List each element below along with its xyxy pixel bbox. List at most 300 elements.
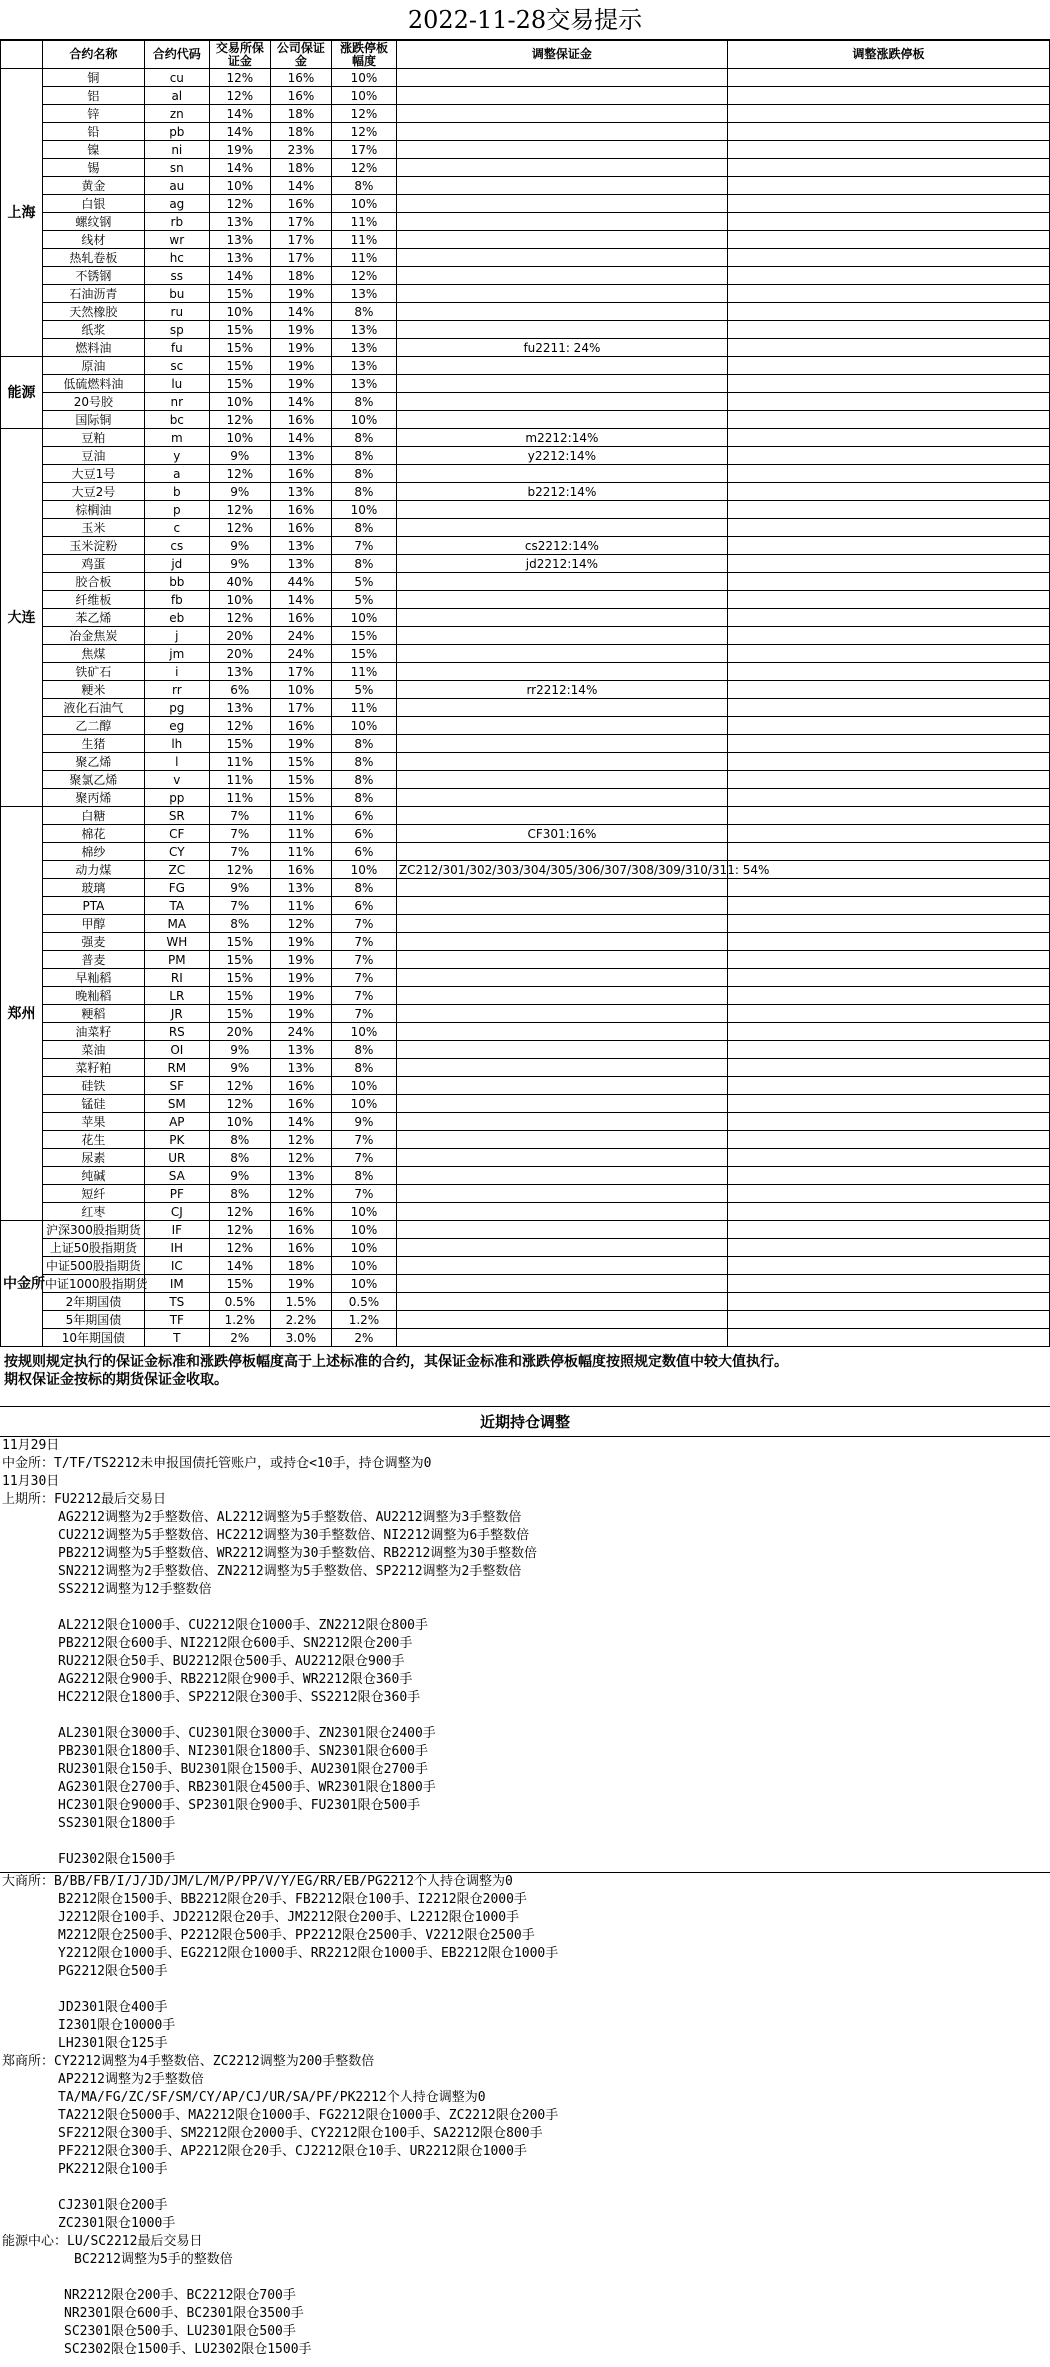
- adjusted-margin: [396, 753, 727, 771]
- contract-name: 燃料油: [43, 339, 145, 357]
- contract-code: TA: [144, 897, 209, 915]
- table-row: [1, 267, 1050, 285]
- adjusted-margin: [396, 105, 727, 123]
- contract-code: l: [144, 753, 209, 771]
- company-margin: 19%: [270, 321, 331, 339]
- header-exchange-margin: 交易所保证金: [209, 41, 270, 69]
- adjust-line: PB2212调整为5手整数倍、WR2212调整为30手整数倍、RB2212调整为30手整数倍: [58, 1546, 538, 1561]
- contract-name: 天然橡胶: [43, 303, 145, 321]
- exchange-margin: 10%: [209, 393, 270, 411]
- contract-name: 粳稻: [43, 1005, 145, 1023]
- company-margin: 18%: [270, 1257, 331, 1275]
- price-limit: 6%: [331, 807, 396, 825]
- price-limit: 8%: [331, 879, 396, 897]
- table-row: [1, 663, 1050, 681]
- contract-code: nr: [144, 393, 209, 411]
- table-row: [1, 213, 1050, 231]
- exchange-margin: 9%: [209, 1059, 270, 1077]
- price-limit: 17%: [331, 141, 396, 159]
- adjusted-limit: [727, 627, 1049, 645]
- exchange-margin: 15%: [209, 969, 270, 987]
- adjusted-limit: [727, 1113, 1049, 1131]
- adjusted-limit: [727, 1203, 1049, 1221]
- company-margin: 16%: [270, 501, 331, 519]
- adjusted-margin: [396, 663, 727, 681]
- company-margin: 16%: [270, 717, 331, 735]
- table-row: [1, 591, 1050, 609]
- exchange-margin: 7%: [209, 897, 270, 915]
- company-margin: 14%: [270, 1113, 331, 1131]
- adjust-line: SC2302限仓1500手、LU2302限仓1500手: [64, 2342, 312, 2357]
- price-limit: 7%: [331, 915, 396, 933]
- table-row: [1, 1293, 1050, 1311]
- header-limit: 涨跌停板幅度: [331, 41, 396, 69]
- exchange-margin: 12%: [209, 501, 270, 519]
- price-limit: 5%: [331, 591, 396, 609]
- table-row: [1, 123, 1050, 141]
- adjusted-margin: [396, 1221, 727, 1239]
- table-row: [1, 1311, 1050, 1329]
- contract-name: 油菜籽: [43, 1023, 145, 1041]
- adjusted-margin: [396, 123, 727, 141]
- table-row: [1, 771, 1050, 789]
- adjusted-limit: [727, 519, 1049, 537]
- adjusted-margin: [396, 789, 727, 807]
- exchange-margin: 12%: [209, 411, 270, 429]
- price-limit: 8%: [331, 177, 396, 195]
- header-blank: [1, 41, 43, 69]
- exchange-margin: 15%: [209, 933, 270, 951]
- adjust-line: AP2212调整为2手整数倍: [58, 2072, 204, 2087]
- price-limit: 10%: [331, 717, 396, 735]
- price-limit: 13%: [331, 375, 396, 393]
- adjusted-limit: [727, 1239, 1049, 1257]
- table-row: [1, 843, 1050, 861]
- contract-name: 甲醇: [43, 915, 145, 933]
- adjust-line: TA/MA/FG/ZC/SF/SM/CY/AP/CJ/UR/SA/PF/PK2212个人持仓调整为0: [58, 2090, 486, 2105]
- contract-name: 石油沥青: [43, 285, 145, 303]
- exchange-margin: 20%: [209, 627, 270, 645]
- adjust-line: SC2301限仓500手、LU2301限仓500手: [64, 2324, 296, 2339]
- adjusted-limit: [727, 1257, 1049, 1275]
- adjusted-margin: [396, 1041, 727, 1059]
- contract-name: 螺纹钢: [43, 213, 145, 231]
- company-margin: 16%: [270, 609, 331, 627]
- table-row: [1, 573, 1050, 591]
- company-margin: 15%: [270, 789, 331, 807]
- company-margin: 13%: [270, 483, 331, 501]
- company-margin: 13%: [270, 879, 331, 897]
- contract-name: 纸浆: [43, 321, 145, 339]
- company-margin: 19%: [270, 357, 331, 375]
- exchange-margin: 14%: [209, 267, 270, 285]
- adjust-line: PB2212限仓600手、NI2212限仓600手、SN2212限仓200手: [58, 1636, 413, 1651]
- table-row: [1, 339, 1050, 357]
- header-adj-margin: 调整保证金: [396, 41, 727, 69]
- exchange-margin: 15%: [209, 375, 270, 393]
- adjust-line: TA2212限仓5000手、MA2212限仓1000手、FG2212限仓1000手、ZC2212限仓200手: [58, 2108, 559, 2123]
- contract-code: b: [144, 483, 209, 501]
- contract-name: 线材: [43, 231, 145, 249]
- table-row: [1, 807, 1050, 825]
- price-limit: 7%: [331, 1185, 396, 1203]
- company-margin: 14%: [270, 591, 331, 609]
- company-margin: 11%: [270, 807, 331, 825]
- adjusted-limit: [727, 123, 1049, 141]
- contract-code: IH: [144, 1239, 209, 1257]
- contract-code: PK: [144, 1131, 209, 1149]
- contract-code: eb: [144, 609, 209, 627]
- price-limit: 8%: [331, 465, 396, 483]
- contract-code: fb: [144, 591, 209, 609]
- contract-name: 10年期国债: [43, 1329, 145, 1347]
- contract-code: rr: [144, 681, 209, 699]
- adjust-line: B2212限仓1500手、BB2212限仓20手、FB2212限仓100手、I2212限仓2000手: [58, 1892, 527, 1907]
- adjusted-margin: [396, 591, 727, 609]
- company-margin: 24%: [270, 1023, 331, 1041]
- price-limit: 11%: [331, 699, 396, 717]
- contract-name: 晚籼稻: [43, 987, 145, 1005]
- company-margin: 14%: [270, 303, 331, 321]
- price-limit: 8%: [331, 303, 396, 321]
- adjust-line: 郑商所：CY2212调整为4手整数倍、ZC2212调整为200手整数倍: [2, 2054, 375, 2069]
- adjusted-limit: [727, 1311, 1049, 1329]
- exchange-margin: 12%: [209, 69, 270, 87]
- contract-code: jd: [144, 555, 209, 573]
- table-row: [1, 1113, 1050, 1131]
- company-margin: 16%: [270, 1239, 331, 1257]
- adjust-line: AL2212限仓1000手、CU2212限仓1000手、ZN2212限仓800手: [58, 1618, 428, 1633]
- adjust-line: RU2212限仓50手、BU2212限仓500手、AU2212限仓900手: [58, 1654, 405, 1669]
- adjusted-limit: [727, 915, 1049, 933]
- price-limit: 8%: [331, 1041, 396, 1059]
- contract-name: 锰硅: [43, 1095, 145, 1113]
- adjusted-limit: [727, 717, 1049, 735]
- header-code: 合约代码: [144, 41, 209, 69]
- contract-code: au: [144, 177, 209, 195]
- contract-name: 纤维板: [43, 591, 145, 609]
- adjust-line: 能源中心：LU/SC2212最后交易日: [2, 2234, 203, 2249]
- company-margin: 15%: [270, 753, 331, 771]
- price-limit: 12%: [331, 123, 396, 141]
- adjust-line: NR2212限仓200手、BC2212限仓700手: [64, 2288, 296, 2303]
- adjusted-margin: [396, 141, 727, 159]
- contract-name: 中证500股指期货: [43, 1257, 145, 1275]
- adjusted-margin: fu2211: 24%: [396, 339, 727, 357]
- adjust-line: PG2212限仓500手: [58, 1964, 168, 1979]
- adjusted-margin: [396, 735, 727, 753]
- contract-name: 不锈钢: [43, 267, 145, 285]
- table-row: [1, 537, 1050, 555]
- price-limit: 10%: [331, 609, 396, 627]
- company-margin: 18%: [270, 267, 331, 285]
- adjusted-margin: [396, 1203, 727, 1221]
- contract-name: 短纤: [43, 1185, 145, 1203]
- contract-name: 聚氯乙烯: [43, 771, 145, 789]
- adjusted-margin: b2212:14%: [396, 483, 727, 501]
- exchange-margin: 0.5%: [209, 1293, 270, 1311]
- adjusted-limit: [727, 501, 1049, 519]
- contract-name: 聚乙烯: [43, 753, 145, 771]
- table-row: [1, 1131, 1050, 1149]
- contract-code: zn: [144, 105, 209, 123]
- exchange-margin: 12%: [209, 1203, 270, 1221]
- adjusted-limit: [727, 213, 1049, 231]
- contract-name: 纯碱: [43, 1167, 145, 1185]
- company-margin: 11%: [270, 825, 331, 843]
- price-limit: 8%: [331, 735, 396, 753]
- exchange-margin: 14%: [209, 1257, 270, 1275]
- table-row: [1, 393, 1050, 411]
- price-limit: 10%: [331, 1095, 396, 1113]
- contract-code: y: [144, 447, 209, 465]
- adjusted-margin: [396, 1059, 727, 1077]
- adjusted-margin: [396, 1239, 727, 1257]
- adjusted-margin: rr2212:14%: [396, 681, 727, 699]
- contract-code: UR: [144, 1149, 209, 1167]
- adjusted-margin: [396, 1167, 727, 1185]
- table-row: [1, 105, 1050, 123]
- adjusted-limit: [727, 897, 1049, 915]
- adjusted-limit: [727, 681, 1049, 699]
- table-row: [1, 1221, 1050, 1239]
- table-row: [1, 141, 1050, 159]
- contract-name: 低硫燃料油: [43, 375, 145, 393]
- adjust-line: BC2212调整为5手的整数倍: [74, 2252, 233, 2267]
- price-limit: 11%: [331, 663, 396, 681]
- adjusted-limit: [727, 1077, 1049, 1095]
- company-margin: 14%: [270, 177, 331, 195]
- adjusted-limit: [727, 879, 1049, 897]
- price-limit: 10%: [331, 1077, 396, 1095]
- exchange-margin: 15%: [209, 285, 270, 303]
- contract-code: pb: [144, 123, 209, 141]
- table-row: [1, 645, 1050, 663]
- contract-name: 原油: [43, 357, 145, 375]
- exchange-margin: 15%: [209, 357, 270, 375]
- adjusted-margin: [396, 213, 727, 231]
- adjusted-margin: [396, 1257, 727, 1275]
- price-limit: 10%: [331, 69, 396, 87]
- table-row: [1, 1275, 1050, 1293]
- adjusted-limit: [727, 1149, 1049, 1167]
- adjusted-limit: [727, 1329, 1049, 1347]
- adjusted-limit: [727, 1041, 1049, 1059]
- adjusted-limit: [727, 141, 1049, 159]
- price-limit: 12%: [331, 159, 396, 177]
- company-margin: 16%: [270, 1077, 331, 1095]
- exchange-margin: 12%: [209, 519, 270, 537]
- adjusted-margin: [396, 249, 727, 267]
- adjust-line: 上期所：FU2212最后交易日: [2, 1492, 166, 1507]
- contract-code: TS: [144, 1293, 209, 1311]
- price-limit: 5%: [331, 573, 396, 591]
- contract-name: 棉纱: [43, 843, 145, 861]
- contract-name: 花生: [43, 1131, 145, 1149]
- table-row: [1, 375, 1050, 393]
- company-margin: 17%: [270, 213, 331, 231]
- price-limit: 6%: [331, 825, 396, 843]
- adjusted-margin: CF301:16%: [396, 825, 727, 843]
- adjust-block-shfe: [0, 1437, 1050, 1873]
- table-row: [1, 1203, 1050, 1221]
- adjust-line: NR2301限仓600手、BC2301限仓3500手: [64, 2306, 304, 2321]
- exchange-margin: 9%: [209, 447, 270, 465]
- adjust-line: 11月30日: [2, 1474, 60, 1489]
- contract-code: FG: [144, 879, 209, 897]
- price-limit: 15%: [331, 645, 396, 663]
- contract-code: cs: [144, 537, 209, 555]
- exchange-group-label: 大连: [1, 429, 43, 807]
- company-margin: 16%: [270, 1203, 331, 1221]
- adjusted-margin: [396, 1293, 727, 1311]
- contract-code: AP: [144, 1113, 209, 1131]
- exchange-margin: 9%: [209, 879, 270, 897]
- contract-name: 生猪: [43, 735, 145, 753]
- contract-code: ru: [144, 303, 209, 321]
- table-row: [1, 465, 1050, 483]
- adjust-line: CJ2301限仓200手: [58, 2198, 168, 2213]
- price-limit: 1.2%: [331, 1311, 396, 1329]
- exchange-margin: 11%: [209, 771, 270, 789]
- contract-name: 玉米: [43, 519, 145, 537]
- contract-code: bb: [144, 573, 209, 591]
- adjusted-margin: [396, 627, 727, 645]
- exchange-margin: 20%: [209, 645, 270, 663]
- adjusted-margin: [396, 357, 727, 375]
- adjusted-limit: [727, 699, 1049, 717]
- adjust-line: SS2301限仓1800手: [58, 1816, 176, 1831]
- adjusted-margin: [396, 519, 727, 537]
- contract-code: m: [144, 429, 209, 447]
- adjusted-margin: [396, 393, 727, 411]
- company-margin: 13%: [270, 537, 331, 555]
- table-row: [1, 969, 1050, 987]
- contract-code: OI: [144, 1041, 209, 1059]
- contract-name: 鸡蛋: [43, 555, 145, 573]
- adjusted-limit: [727, 735, 1049, 753]
- adjusted-margin: [396, 771, 727, 789]
- adjusted-margin: [396, 1275, 727, 1293]
- company-margin: 16%: [270, 69, 331, 87]
- adjusted-limit: [727, 375, 1049, 393]
- adjust-line: 11月29日: [2, 1438, 60, 1453]
- exchange-margin: 15%: [209, 1005, 270, 1023]
- price-limit: 6%: [331, 897, 396, 915]
- exchange-margin: 13%: [209, 213, 270, 231]
- adjust-line: [2, 1599, 1050, 1617]
- table-row: [1, 519, 1050, 537]
- adjusted-limit: [727, 447, 1049, 465]
- contract-code: CY: [144, 843, 209, 861]
- company-margin: 13%: [270, 1167, 331, 1185]
- contract-code: ni: [144, 141, 209, 159]
- exchange-margin: 12%: [209, 1221, 270, 1239]
- price-limit: 13%: [331, 339, 396, 357]
- exchange-margin: 12%: [209, 195, 270, 213]
- contract-code: TF: [144, 1311, 209, 1329]
- table-row: [1, 1095, 1050, 1113]
- table-row: [1, 789, 1050, 807]
- adjusted-limit: [727, 555, 1049, 573]
- adjusted-limit: [727, 933, 1049, 951]
- contract-code: SM: [144, 1095, 209, 1113]
- contract-code: eg: [144, 717, 209, 735]
- adjusted-limit: [727, 1059, 1049, 1077]
- price-limit: 13%: [331, 321, 396, 339]
- contract-code: CF: [144, 825, 209, 843]
- exchange-margin: 12%: [209, 1077, 270, 1095]
- header-name: 合约名称: [43, 41, 145, 69]
- table-row: [1, 501, 1050, 519]
- exchange-group-label: 上海: [1, 69, 43, 357]
- table-row: [1, 1185, 1050, 1203]
- contract-name: 锌: [43, 105, 145, 123]
- adjust-line: AG2212调整为2手整数倍、AL2212调整为5手整数倍、AU2212调整为3手整数倍: [58, 1510, 522, 1525]
- adjusted-limit: [727, 249, 1049, 267]
- contract-name: 苹果: [43, 1113, 145, 1131]
- contract-name: 5年期国债: [43, 1311, 145, 1329]
- exchange-margin: 7%: [209, 825, 270, 843]
- adjusted-margin: [396, 879, 727, 897]
- adjusted-limit: [727, 843, 1049, 861]
- adjusted-limit: [727, 645, 1049, 663]
- price-limit: 12%: [331, 105, 396, 123]
- company-margin: 16%: [270, 87, 331, 105]
- table-row: [1, 1023, 1050, 1041]
- price-limit: 7%: [331, 1149, 396, 1167]
- adjusted-limit: [727, 1023, 1049, 1041]
- adjusted-limit: [727, 609, 1049, 627]
- contract-name: 粳米: [43, 681, 145, 699]
- contract-code: ZC: [144, 861, 209, 879]
- rule-note-line: 期权保证金按标的期货保证金收取。: [4, 1372, 228, 1388]
- table-row: [1, 1329, 1050, 1347]
- contract-code: SR: [144, 807, 209, 825]
- adjust-line: FU2302限仓1500手: [58, 1852, 176, 1867]
- adjusted-limit: [727, 789, 1049, 807]
- exchange-margin: 12%: [209, 861, 270, 879]
- company-margin: 18%: [270, 105, 331, 123]
- exchange-margin: 2%: [209, 1329, 270, 1347]
- exchange-margin: 13%: [209, 699, 270, 717]
- contract-name: PTA: [43, 897, 145, 915]
- contract-name: 焦煤: [43, 645, 145, 663]
- contract-code: IF: [144, 1221, 209, 1239]
- table-row: [1, 483, 1050, 501]
- price-limit: 15%: [331, 627, 396, 645]
- contract-code: bu: [144, 285, 209, 303]
- exchange-margin: 8%: [209, 1149, 270, 1167]
- adjusted-limit: [727, 951, 1049, 969]
- contract-name: 苯乙烯: [43, 609, 145, 627]
- contract-name: 镍: [43, 141, 145, 159]
- contract-code: fu: [144, 339, 209, 357]
- contract-code: rb: [144, 213, 209, 231]
- company-margin: 12%: [270, 1131, 331, 1149]
- price-limit: 10%: [331, 195, 396, 213]
- company-margin: 19%: [270, 375, 331, 393]
- company-margin: 19%: [270, 933, 331, 951]
- price-limit: 8%: [331, 429, 396, 447]
- adjusted-margin: [396, 231, 727, 249]
- contract-code: T: [144, 1329, 209, 1347]
- contract-code: WH: [144, 933, 209, 951]
- contract-name: 尿素: [43, 1149, 145, 1167]
- price-limit: 7%: [331, 987, 396, 1005]
- exchange-margin: 10%: [209, 303, 270, 321]
- adjust-line: RU2301限仓150手、BU2301限仓1500手、AU2301限仓2700手: [58, 1762, 428, 1777]
